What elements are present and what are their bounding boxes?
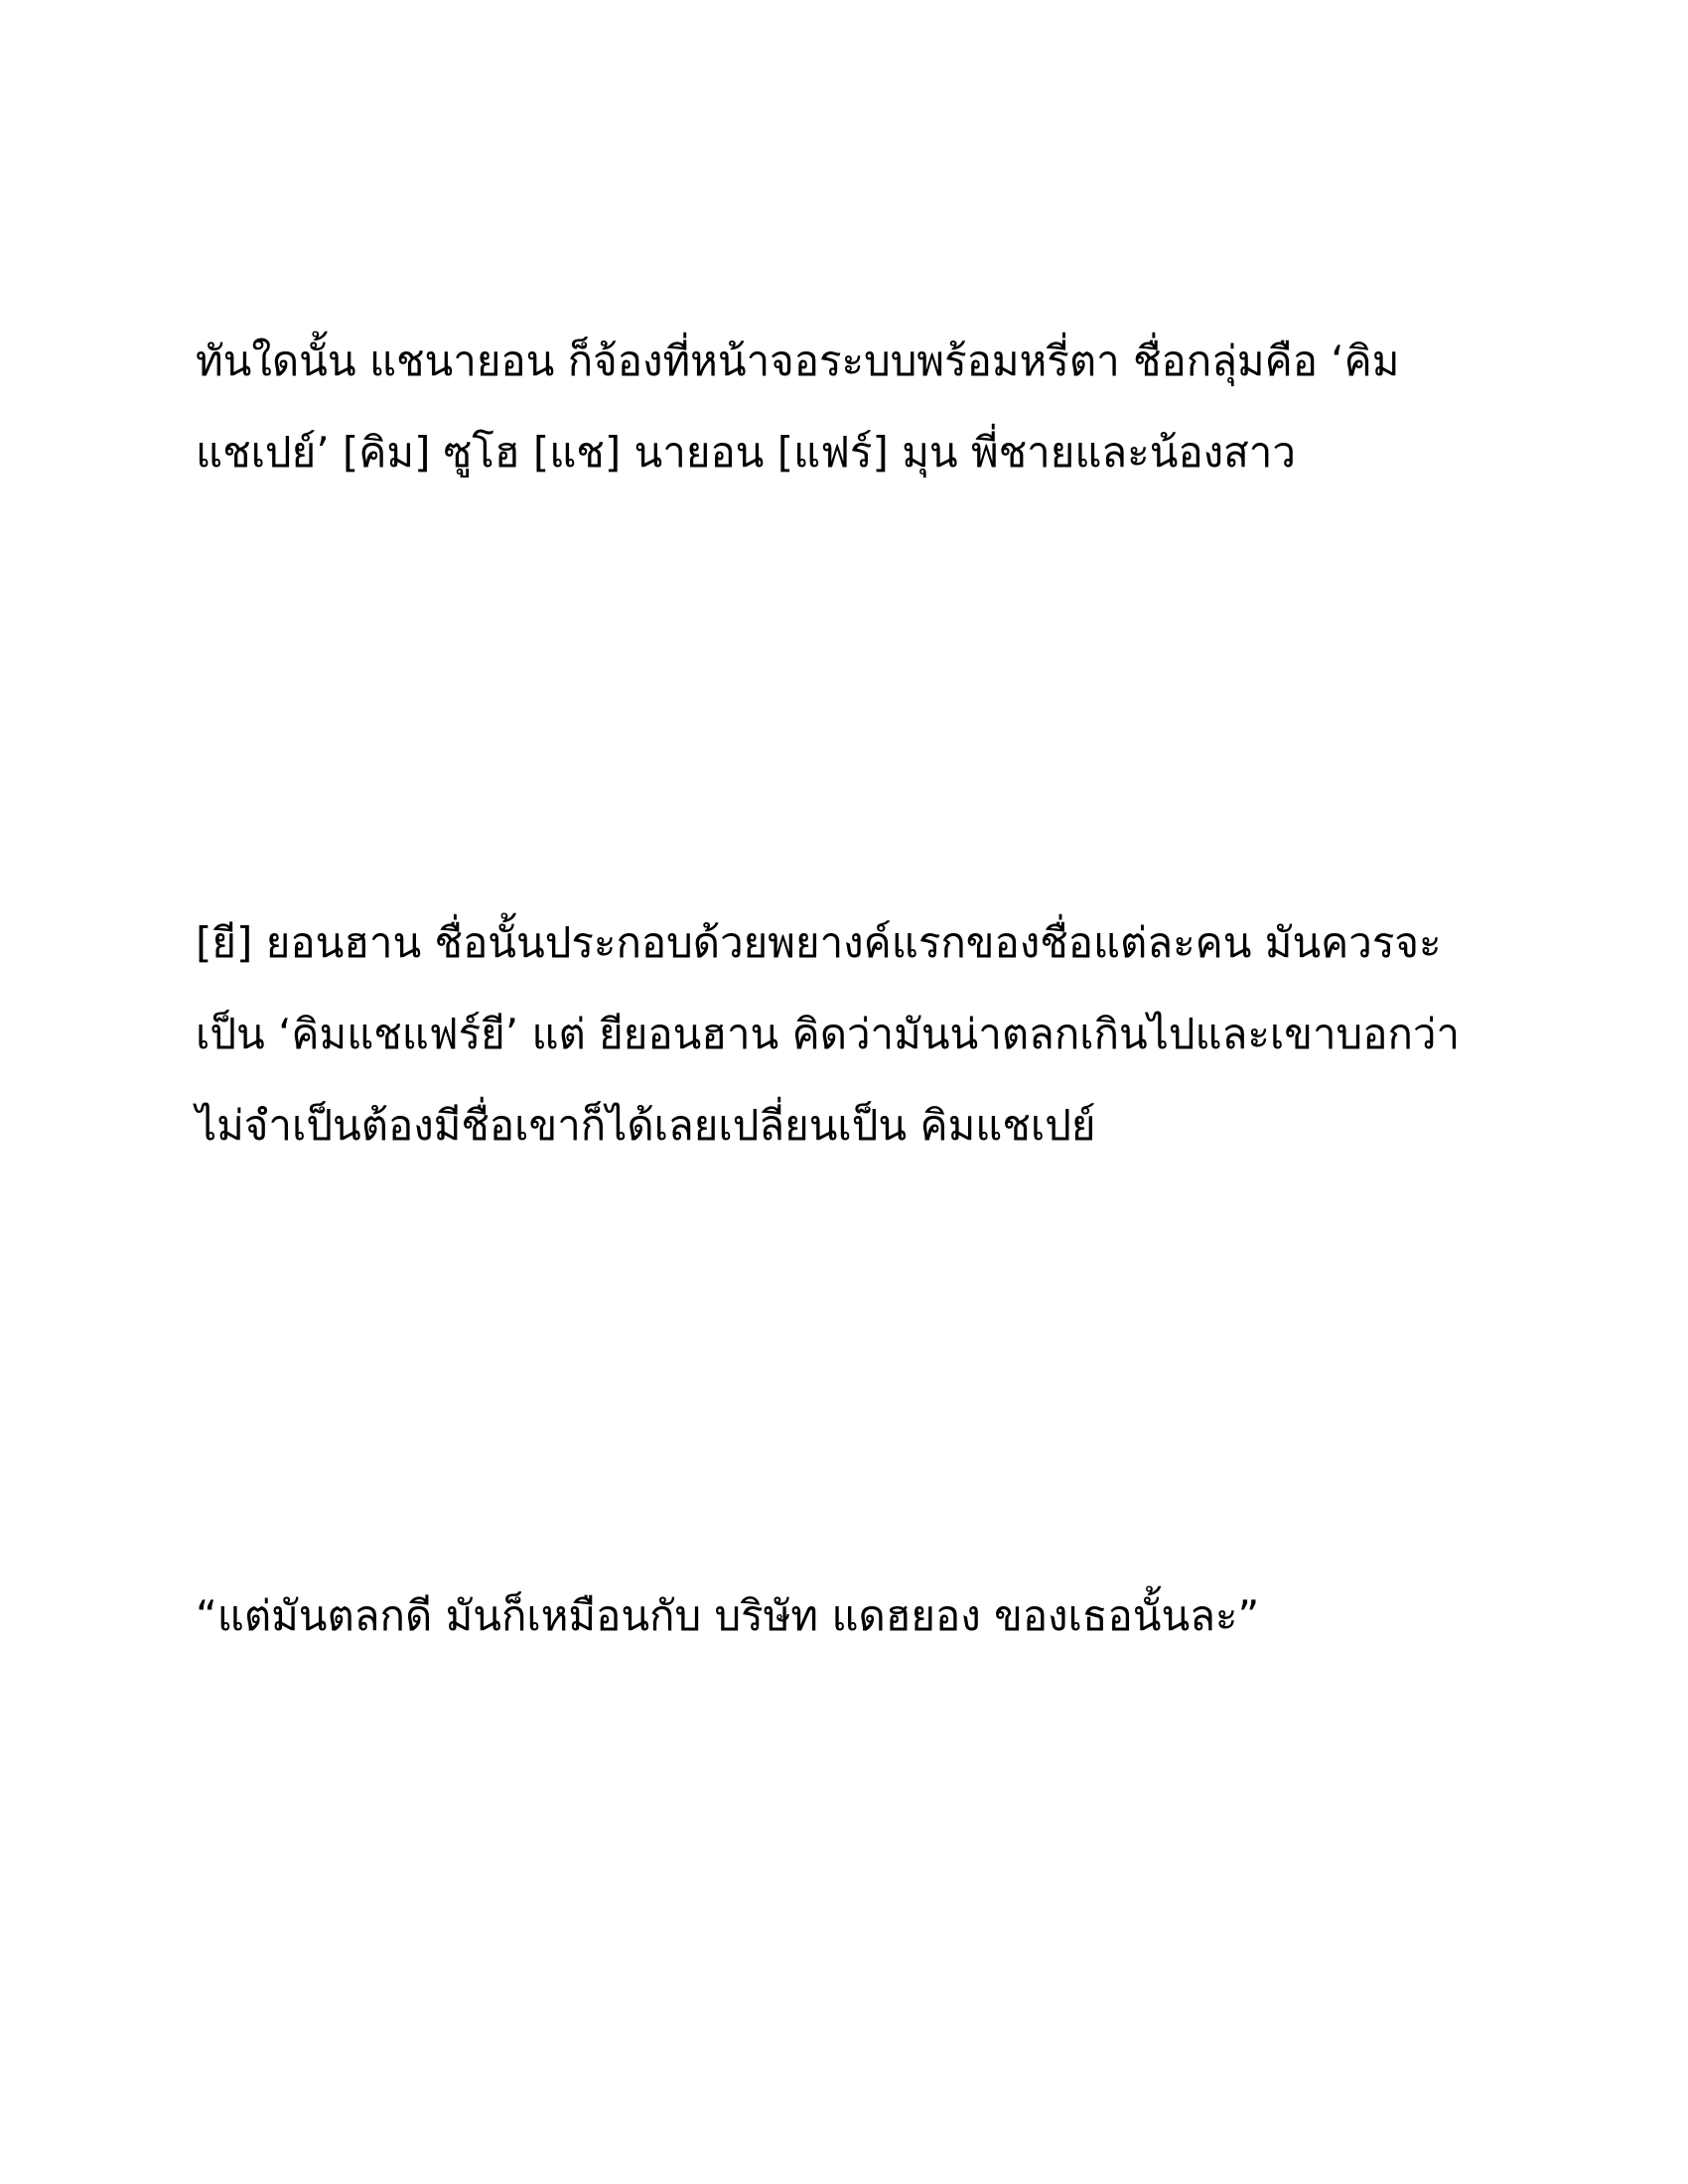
paragraph-1-line-2: แชเปย์’ [คิม] ซูโฮ [แช] นายอน [แฟร์] มุน พี่ชายและน้องสาว xyxy=(196,428,1296,477)
paragraph-2-line-1: [ยี] ยอนฮาน ชื่อนั้นประกอบด้วยพยางค์แรกของชื่อแต่ละคน มันควรจะ xyxy=(196,918,1442,967)
paragraph-2 xyxy=(196,897,1486,1171)
paragraph-3-line-1: “แต่มันตลกดี มันก็เหมือนกับ บริษัท แดฮยอง ของเธอนั้นละ” xyxy=(196,1591,1260,1640)
paragraph-2-line-2: เป็น ‘คิมแชแฟร์ยี’ แต่ ยียอนฮาน คิดว่ามันน่าตลกเกินไปและเขาบอกว่า xyxy=(196,1010,1461,1058)
paragraph-1-line-1: ทันใดนั้น แชนายอน ก็จ้องที่หน้าจอระบบพร้อมหรี่ตา ชื่อกลุ่มคือ ‘คิม xyxy=(196,337,1400,385)
paragraph-1 xyxy=(196,316,1486,498)
paragraph-3 xyxy=(196,1570,1486,1662)
paragraph-2-line-3: ไม่จำเป็นต้องมีชื่อเขาก็ได้เลยเปลี่ยนเป็น คิมแชเปย์ xyxy=(196,1101,1096,1150)
